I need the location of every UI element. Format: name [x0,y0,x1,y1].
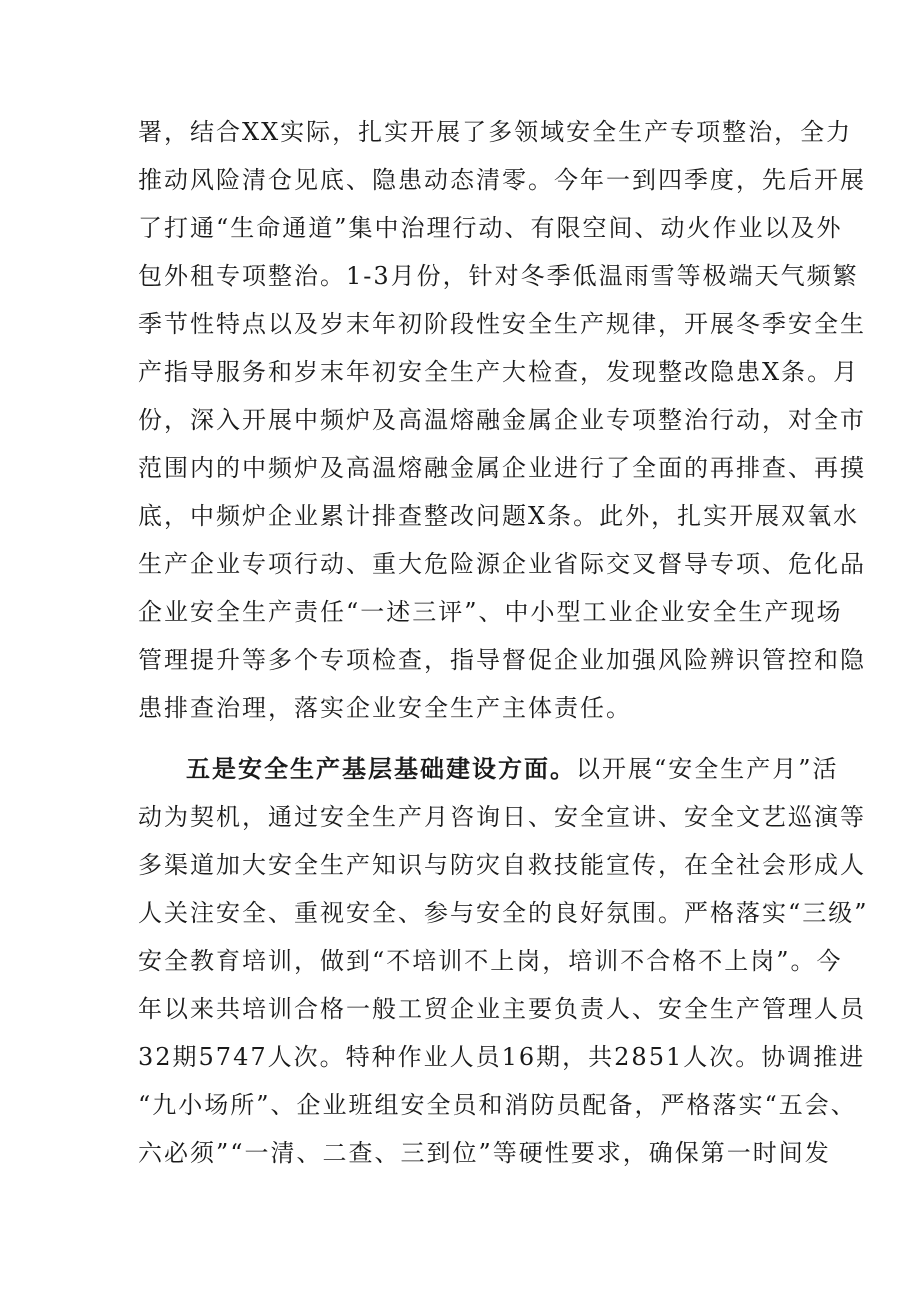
text-line: 了打通“生命通道”集中治理行动、有限空间、动火作业以及外 [138,214,843,242]
paragraph-spacer [138,732,790,745]
text-line: 企业安全生产责任“一述三评”、中小型工业企业安全生产现场 [138,598,843,626]
text-line: 生产企业专项行动、重大危险源企业省际交叉督导专项、危化品 [138,550,866,578]
text-line: 多渠道加大安全生产知识与防灾自救技能宣传，在全社会形成人 [138,851,866,879]
text-line: 产指导服务和岁末年初安全生产大检查，发现整改隐患X条。月 [138,358,860,386]
text-line: 管理提升等多个专项检查，指导督促企业加强风险辨识管控和隐 [138,646,866,674]
text-line: 范围内的中频炉及高温熔融金属企业进行了全面的再排查、再摸 [138,454,866,482]
text-line: 包外租专项整治。1-3月份，针对冬季低温雨雪等极端天气频繁 [138,262,859,290]
paragraph-risk-rectification [138,108,866,732]
text-line: 署，结合XX实际，扎实开展了多领域安全生产专项整治，全力 [138,118,853,146]
text-line: 患排查治理，落实企业安全生产主体责任。 [138,694,632,722]
text-line: 季节性特点以及岁末年初阶段性安全生产规律，开展冬季安全生 [138,310,866,338]
text-line: “九小场所”、企业班组安全员和消防员配备，严格落实“五会、 [138,1091,857,1119]
document-body [138,108,869,1177]
text-line: 安全教育培训，做到“不培训不上岗，培训不合格不上岗”。今 [138,947,843,975]
text-line: 推动风险清仓见底、隐患动态清零。今年一到四季度，先后开展 [138,166,866,194]
text-line: 份，深入开展中频炉及高温熔融金属企业专项整治行动，对全市 [138,406,866,434]
section-heading: 五是安全生产基层基础建设方面。 [186,754,576,783]
text-line: 年以来共培训合格一般工贸企业主要负责人、安全生产管理人员 [138,995,866,1023]
text-line-first [138,745,839,793]
text-line: 动为契机，通过安全生产月咨询日、安全宣讲、安全文艺巡演等 [138,803,866,831]
heading-continuation: 以开展“安全生产月”活 [576,755,839,783]
text-line: 人关注安全、重视安全、参与安全的良好氛围。严格落实“三级” [138,899,869,927]
text-line: 32期5747人次。特种作业人员16期，共2851人次。协调推进 [138,1043,866,1071]
text-line: 底，中频炉企业累计排查整改问题X条。此外，扎实开展双氧水 [138,502,860,530]
paragraph-grassroots-foundation [138,745,869,1177]
text-line: 六必须”“一清、二查、三到位”等硬性要求，确保第一时间发 [138,1139,831,1167]
